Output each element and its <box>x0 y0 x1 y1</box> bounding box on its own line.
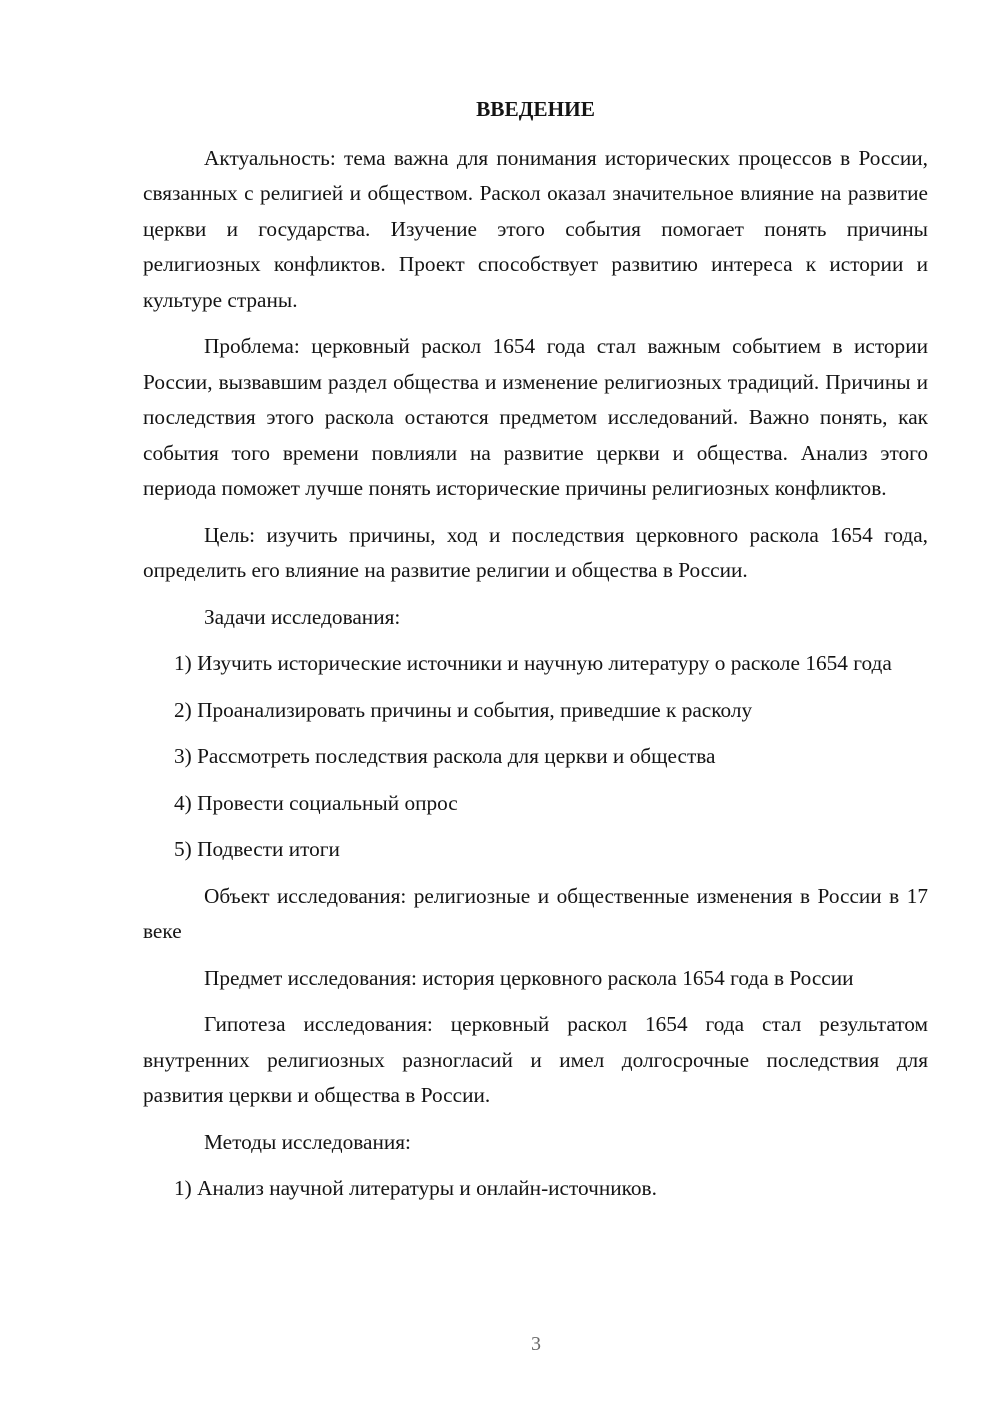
relevance-paragraph: Актуальность: тема важна для понимания исторических процессов в России, связанных с религией и обществом. Раскол оказал значительное влияние на развитие церкви и государства. Изучение этого события помогает понять причины религиозных конфликтов. Проект способствует развитию интереса к истории и культуре страны. <box>143 145 928 312</box>
subject-paragraph: Предмет исследования: история церковного раскола 1654 года в России <box>204 965 854 990</box>
task-item-5: 5) Подвести итоги <box>174 837 340 861</box>
methods-heading: Методы исследования: <box>204 1129 411 1154</box>
section-title: ВВЕДЕНИЕ <box>476 97 595 121</box>
page-number: 3 <box>531 1333 541 1355</box>
task-item-3: 3) Рассмотреть последствия раскола для церкви и общества <box>174 744 716 768</box>
hypothesis-paragraph: Гипотеза исследования: церковный раскол 1654 года стал результатом внутренних религиозных разногласий и имел долгосрочные последствия для развития церкви и общества в России. <box>143 1012 928 1107</box>
problem-paragraph: Проблема: церковный раскол 1654 года стал важным событием в истории России, вызвавшим раздел общества и изменение религиозных традиций. Причины и последствия этого раскола остаются предметом исследований. Важно понять, как события того времени повлияли на развитие церкви и общества. Анализ этого периода поможет лучше понять исторические причины религиозных конфликтов. <box>143 334 928 500</box>
task-item-2: 2) Проанализировать причины и события, приведшие к расколу <box>174 697 753 722</box>
method-item-1: 1) Анализ научной литературы и онлайн-источников. <box>174 1176 657 1200</box>
tasks-heading: Задачи исследования: <box>204 604 401 629</box>
task-item-4: 4) Провести социальный опрос <box>174 790 458 815</box>
goal-paragraph: Цель: изучить причины, ход и последствия церковного раскола 1654 года, определить его влияние на развитие религии и общества в России. <box>143 522 928 582</box>
page-content <box>143 92 928 1218</box>
task-item-1: 1) Изучить исторические источники и научную литературу о расколе 1654 года <box>174 651 892 675</box>
object-paragraph: Объект исследования: религиозные и общественные изменения в России в 17 веке <box>143 883 928 943</box>
